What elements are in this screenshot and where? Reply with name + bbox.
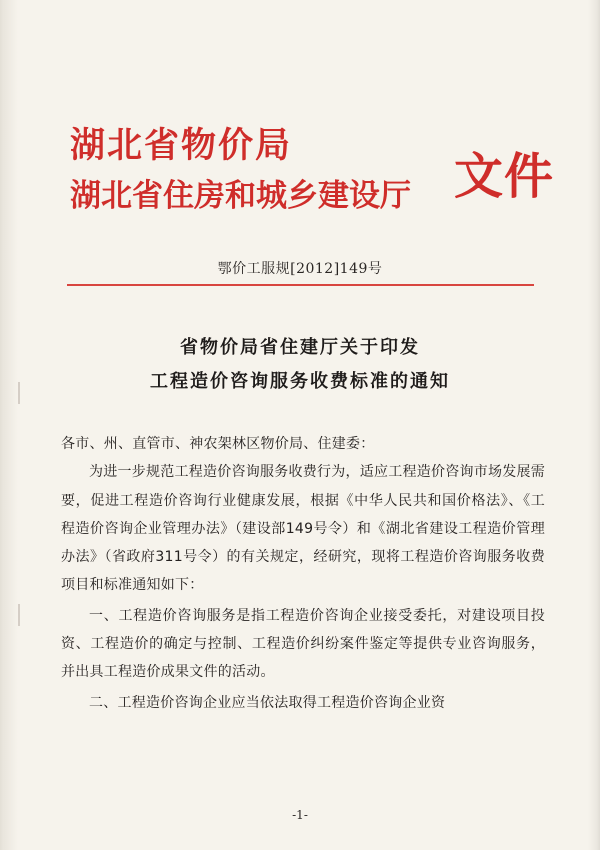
body-paragraph-3: 二、工程造价咨询企业应当依法取得工程造价咨询企业资 <box>89 694 446 711</box>
document-title-line-2: 工程造价咨询服务收费标准的通知 <box>150 371 450 392</box>
document-label: 文件 <box>454 147 555 205</box>
page-number: -1- <box>292 808 308 822</box>
body-paragraph-1: 为进一步规范工程造价咨询服务收费行为，适应工程造价咨询市场发展需要，促进工程造价咨询行业健康发展，根据《中华人民共和国价格法》、《工程造价咨询企业管理办法》（建设部149号令）和《湖北省建设工程造价管理办法》（省政府311号令）的有关规定，经研究，现将工程造价咨询服务收费项目和标准通知如下： <box>61 464 545 594</box>
page-right-edge-shadow <box>588 0 600 850</box>
red-separator-line <box>67 284 534 286</box>
left-margin-mark <box>18 604 20 626</box>
document-title-line-1: 省物价局省住建厅关于印发 <box>180 337 420 358</box>
salutation: 各市、州、直管市、神农架林区物价局、住建委： <box>61 436 375 452</box>
body-paragraph-2: 一、工程造价咨询服务是指工程造价咨询企业接受委托，对建设项目投资、工程造价的确定与控制、工程造价纠纷案件鉴定等提供专业咨询服务，并出具工程造价成果文件的活动。 <box>61 607 545 681</box>
issuing-org-1: 湖北省物价局 <box>70 125 293 166</box>
document-number: 鄂价工服规[2012]149号 <box>217 261 383 277</box>
page-left-edge-shadow <box>0 0 18 850</box>
document-body <box>61 430 545 717</box>
issuing-org-2: 湖北省住房和城乡建设厅 <box>70 178 411 214</box>
